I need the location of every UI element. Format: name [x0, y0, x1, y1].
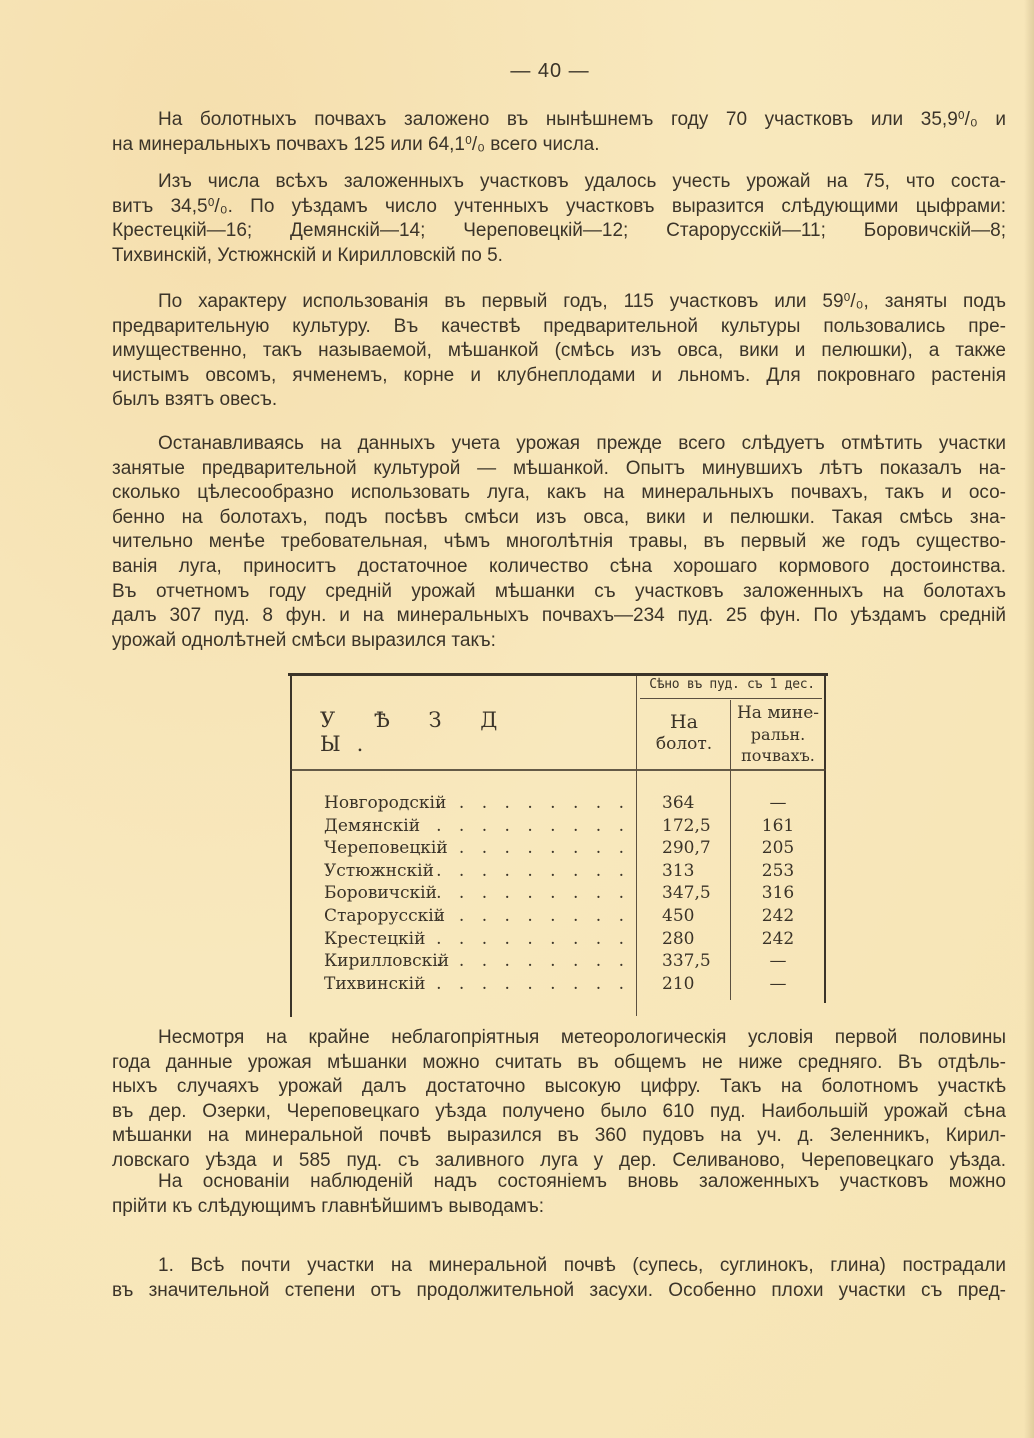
miner-value: — — [769, 793, 787, 813]
uezd-name: Старорусскій — [324, 905, 445, 926]
header-line: почвахъ. — [741, 746, 815, 765]
text-line: мѣшанки на минеральной почвѣ выразился въ 360 пудовъ на уч. д. Зеленникъ, Кирил- — [112, 1125, 1006, 1147]
uezd-name: Крестецкій — [324, 928, 426, 949]
table-body — [290, 793, 826, 996]
uezd-name: Новгородскій — [324, 793, 447, 813]
text-line: 1. Всѣ почти участки на минеральной почвѣ (супесь, суглинокъ, глина) пострадали — [158, 1255, 1006, 1276]
miner-value: — — [769, 951, 787, 972]
uezd-name: Боровичскій — [324, 883, 437, 904]
leader-dots: . . . . . . . . . — [436, 838, 630, 859]
table-row — [290, 793, 826, 816]
text-line: По характеру использованія въ первый годъ, 115 участковъ или 59⁰/₀, заняты подъ — [158, 291, 1006, 312]
text-line: занятые предварительной культурой — мѣшанкой. Опытъ минувшихъ лѣтъ показалъ на- — [112, 457, 1006, 479]
table-row — [290, 861, 826, 884]
text-line: года данные урожая мѣшанки можно считать въ общемъ не ниже средняго. Въ отдѣль- — [112, 1051, 1006, 1073]
text-line: урожай однолѣтней смѣси выразился такъ: — [112, 629, 496, 651]
text-line: Несмотря на крайне неблагопріятныя метеорологическія условія первой половины — [158, 1027, 1006, 1048]
text-line: Изъ числа всѣхъ заложенныхъ участковъ удалось учесть урожай на 75, что соста- — [158, 171, 1006, 192]
text-line: въ дер. Озерки, Череповецкаго уѣзда получено было 610 пуд. Наибольшій урожай сѣна — [112, 1100, 1006, 1122]
miner-value: 242 — [761, 928, 795, 949]
uezd-name: Череповецкій — [324, 838, 448, 859]
column-header-uezdy: У Ѣ З Д Ы. — [320, 708, 514, 756]
miner-value: 253 — [761, 860, 795, 881]
paragraph-text — [112, 1026, 1006, 1174]
header-line: болот. — [655, 734, 713, 754]
uezd-name: Кирилловскій — [324, 951, 450, 972]
leader-dots: . . . . . . . . . — [436, 905, 630, 926]
leader-dots: . . . . . . . . . — [436, 928, 630, 949]
text-line: Тихвинскій, Устюжнскій и Кирилловскій по 5. — [112, 244, 503, 266]
table-row — [290, 883, 826, 906]
text-line: на минеральныхъ почвахъ 125 или 64,1⁰/₀ всего числа. — [112, 133, 600, 155]
yield-table — [290, 673, 826, 1018]
text-line: ныхъ случаяхъ урожай далъ достаточно высокую цифру. Такъ на болотномъ участкѣ — [112, 1076, 1006, 1098]
table-group-header: Сѣно въ пуд. съ 1 дес. — [649, 677, 815, 692]
group-header-rule — [640, 698, 822, 699]
paragraph-text — [112, 108, 1006, 157]
paragraph-4 — [112, 432, 1006, 653]
miner-value: — — [769, 973, 787, 994]
text-line: бенно на болотахъ, подъ посѣвъ смѣси изъ овса, вики и пелюшки. Такая смѣсь зна- — [112, 506, 1006, 528]
text-line: Крестецкій—16; Демянскій—14; Череповецкій—12; Старорусскій—11; Боровичскій—8; — [112, 220, 1006, 242]
leader-dots: . . . . . . . . . — [436, 973, 630, 994]
text-line: предварительную культуру. Въ качествѣ предварительной культуры пользовались пре- — [112, 315, 1006, 337]
text-line: На основаніи наблюденій надъ состояніемъ вновь заложенныхъ участковъ можно — [158, 1171, 1006, 1192]
paragraph-text — [112, 290, 1006, 413]
miner-value: 205 — [761, 838, 795, 859]
leader-dots: . . . . . . . . . — [436, 883, 630, 904]
paragraph-text — [112, 170, 1006, 268]
paragraph-5 — [112, 1026, 1006, 1174]
uezd-name: Демянскій — [324, 815, 421, 836]
header-line: На — [670, 711, 698, 733]
leader-dots: . . . . . . . . . — [436, 860, 630, 881]
header-line: ральн. — [750, 725, 806, 744]
column-header-bolot — [638, 711, 730, 755]
table-row — [290, 838, 826, 861]
text-line: чистымъ овсомъ, ячменемъ, корне и клубнеплодами и льномъ. Для покровнаго растенія — [112, 364, 1006, 386]
page-number: — 40 — — [510, 60, 590, 82]
bolot-value: 313 — [662, 860, 695, 881]
leader-dots: . . . . . . . . . — [436, 951, 630, 972]
page-edge-shadow — [1024, 0, 1034, 1438]
paragraph-text — [112, 1170, 1006, 1219]
text-line: Въ отчетномъ году средній урожай мѣшанки съ участковъ заложенныхъ на болотахъ — [112, 580, 1006, 602]
text-line: далъ 307 пуд. 8 фун. и на минеральныхъ почвахъ—234 пуд. 25 фун. По уѣздамъ средній — [112, 605, 1006, 627]
text-line: прійти къ слѣдующимъ главнѣйшимъ выводамъ: — [112, 1195, 545, 1217]
paragraph-2 — [112, 170, 1006, 268]
miner-value: 161 — [761, 815, 795, 836]
text-line: На болотныхъ почвахъ заложено въ нынѣшнемъ году 70 участковъ или 35,9⁰/₀ и — [158, 109, 1006, 130]
table-top-rule — [288, 673, 828, 676]
table-row — [290, 951, 826, 974]
text-line: ванія луга, приноситъ достаточное количество сѣна хорошаго кормового достоинства. — [112, 555, 1006, 577]
header-line: На мине- — [736, 703, 820, 723]
text-line: въ значительной степени отъ продолжительной засухи. Особенно плохи участки съ пред- — [112, 1279, 1006, 1301]
table-row — [290, 929, 826, 952]
text-line: витъ 34,5⁰/₀. По уѣздамъ число учтенныхъ участковъ выразится слѣдующими цыфрами: — [112, 195, 1006, 217]
text-line: имущественно, такъ называемой, мѣшанкой (смѣсь изъ овса, вики и пелюшки), а также — [112, 340, 1006, 362]
uezd-name: Тихвинскій — [324, 973, 426, 994]
paragraph-6 — [112, 1170, 1006, 1219]
paragraph-text — [112, 432, 1006, 653]
bolot-value: 280 — [662, 928, 695, 949]
text-line: былъ взятъ овесъ. — [112, 389, 278, 411]
table-row — [290, 974, 826, 997]
table-header-rule — [290, 769, 826, 771]
bolot-value: 347,5 — [662, 883, 711, 904]
paragraph-7-numbered-conclusion — [112, 1254, 1006, 1303]
bolot-value: 210 — [662, 973, 695, 994]
miner-value: 316 — [761, 883, 795, 904]
paragraph-text — [112, 1254, 1006, 1303]
text-line: ловскаго уѣзда и 585 пуд. съ заливного луга у дер. Селиваново, Череповецкаго уѣзда. — [112, 1149, 1006, 1171]
text-line: сколько цѣлесообразно использовать луга, какъ на минеральныхъ почвахъ, такъ и осо- — [112, 482, 1006, 504]
paragraph-1 — [112, 108, 1006, 157]
column-header-miner — [731, 703, 825, 766]
bolot-value: 364 — [662, 793, 695, 813]
leader-dots: . . . . . . . . . — [436, 793, 630, 813]
bolot-value: 172,5 — [662, 815, 711, 836]
table-row — [290, 816, 826, 839]
miner-value: 242 — [761, 905, 795, 926]
bolot-value: 290,7 — [662, 838, 711, 859]
bolot-value: 450 — [662, 905, 695, 926]
text-line: Останавливаясь на данныхъ учета урожая прежде всего слѣдуетъ отмѣтить участки — [158, 433, 1006, 454]
text-line: чительно менѣе требовательная, чѣмъ многолѣтнія травы, въ первый же годъ существо- — [112, 531, 1006, 553]
leader-dots: . . . . . . . . . — [436, 815, 630, 836]
table-row — [290, 906, 826, 929]
bolot-value: 337,5 — [662, 951, 711, 972]
uezd-name: Устюжнскій — [324, 860, 434, 881]
paragraph-3 — [112, 290, 1006, 413]
